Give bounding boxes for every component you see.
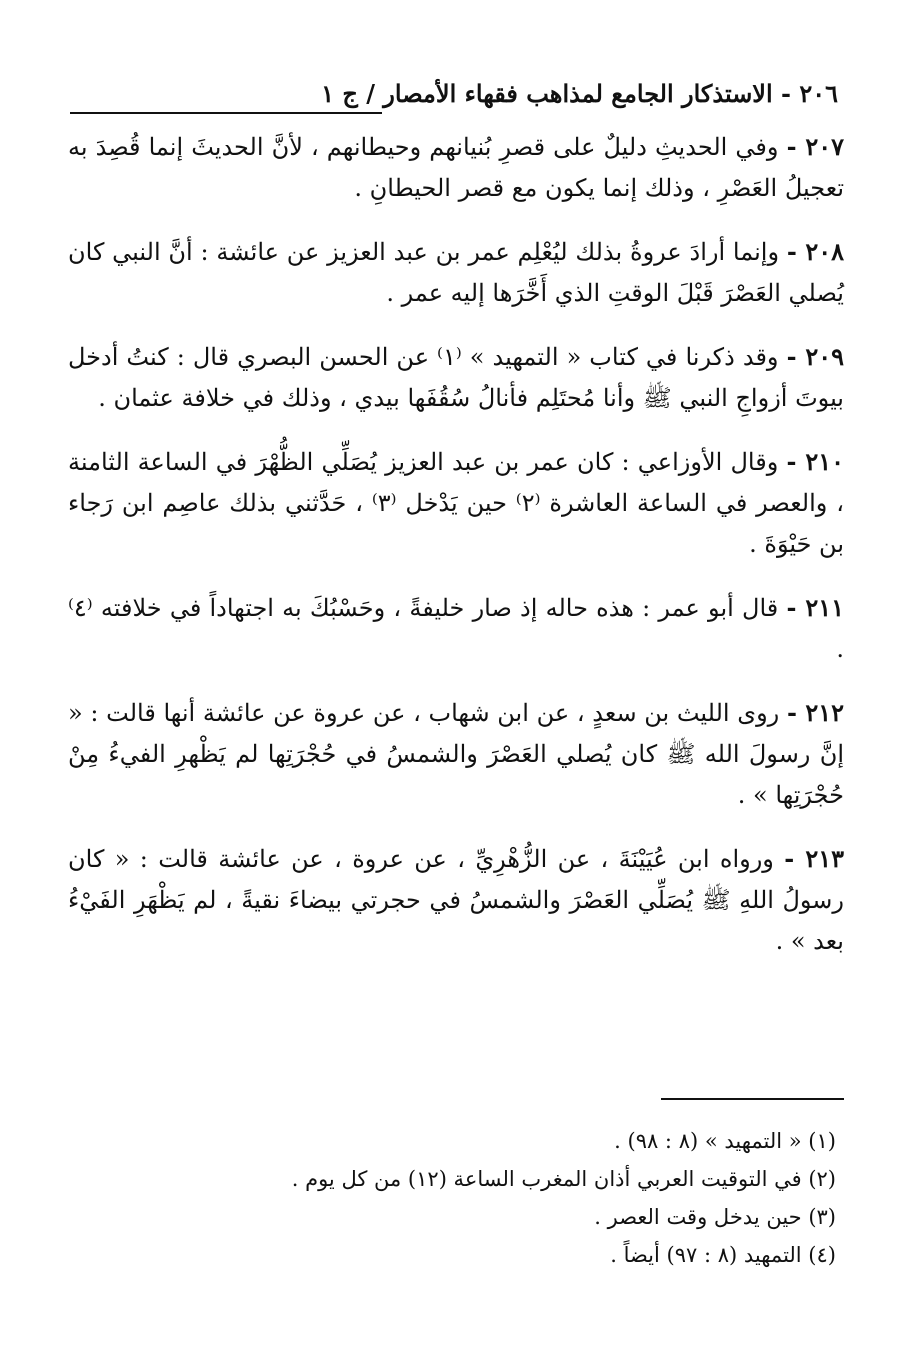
paragraph-text: ورواه ابن عُيَيْنَةَ ، عن الزُّهْرِيِّ ، عن عروة ، عن عائشة قالت : « كان رسولُ اللهِ ﷺ يُصَلِّي العَصْرَ والشمسُ في حجرتي بيضاءَ نقيةً ، لم يَظْهَرِ الفَيْءُ بعد » .: [68, 845, 845, 955]
paragraph-209: [68, 336, 844, 419]
paragraph-number: ٢١٢ -: [786, 698, 844, 727]
paragraph-text: قال أبو عمر : هذه حاله إذ صار خليفةً ، وحَسْبُكَ به اجتهاداً في خلافته ⁽٤⁾ .: [68, 594, 844, 663]
footnotes: [76, 1122, 836, 1274]
paragraph-text: وقد ذكرنا في كتاب « التمهيد » ⁽١⁾ عن الحسن البصري قال : كنتُ أدخل بيوتَ أزواجِ النبي ﷺ وأنا مُحتَلِم فأنالُ سُقُفَها بيدي ، وذلك في خلافة عثمان .: [68, 343, 844, 412]
paragraph-text: وإنما أرادَ عروةُ بذلك ليُعْلِم عمر بن عبد العزيز عن عائشة : أنَّ النبي كان يُصلي العَصْرَ قَبْلَ الوقتِ الذي أَخَّرَها إليه عمر .: [68, 238, 844, 307]
paragraph-text: روى الليث بن سعدٍ ، عن ابن شهاب ، عن عروة عن عائشة أنها قالت : « إنَّ رسولَ الله ﷺ كان يُصلي العَصْرَ والشمسُ في حُجْرَتِها لم يَظْهرِ الفيءُ مِنْ حُجْرَتِها » .: [68, 699, 844, 809]
main-text: [68, 126, 844, 984]
paragraph-number: ٢٠٩ -: [786, 342, 844, 371]
paragraph-number: ٢٠٧ -: [786, 132, 845, 161]
paragraph-212: [68, 692, 844, 816]
paragraph-text: وفي الحديثِ دليلٌ على قصرِ بُنيانهم وحيطانهم ، لأنَّ الحديثَ إنما قُصِدَ به تعجيلُ العَصْرِ ، وذلك إنما يكون مع قصر الحيطانِ .: [68, 133, 844, 202]
footnote-1: (١) « التمهيد » (٨ : ٩٨) .: [614, 1129, 836, 1153]
paragraph-number: ٢١١ -: [786, 593, 844, 622]
paragraph-number: ٢٠٨ -: [786, 237, 844, 266]
paragraph-number: ٢١٠ -: [786, 447, 844, 476]
paragraph-211: [68, 587, 844, 670]
running-header: ٢٠٦ - الاستذكار الجامع لمذاهب فقهاء الأمصار / ج ١: [321, 79, 838, 108]
paragraph-207: [68, 126, 844, 209]
paragraph-210: [68, 441, 844, 565]
footnote-3: (٣) حين يدخل وقت العصر .: [594, 1205, 836, 1229]
paragraph-number: ٢١٣ -: [784, 844, 844, 873]
paragraph-text: وقال الأوزاعي : كان عمر بن عبد العزيز يُصَلِّي الظُّهْرَ في الساعة الثامنة ، والعصر في الساعة العاشرة ⁽٢⁾ حين يَدْخل ⁽٣⁾ ، حَدَّثني بذلك عاصِم ابن رَجاء بن حَيْوَةَ .: [68, 448, 845, 558]
paragraph-213: [68, 838, 844, 962]
footnote-2: (٢) في التوقيت العربي أذان المغرب الساعة (١٢) من كل يوم .: [291, 1167, 836, 1191]
footnote-rule: [661, 1098, 844, 1100]
footnote-4: (٤) التمهيد (٨ : ٩٧) أيضاً .: [610, 1243, 836, 1267]
header-rule: [70, 112, 382, 114]
paragraph-208: [68, 231, 844, 314]
